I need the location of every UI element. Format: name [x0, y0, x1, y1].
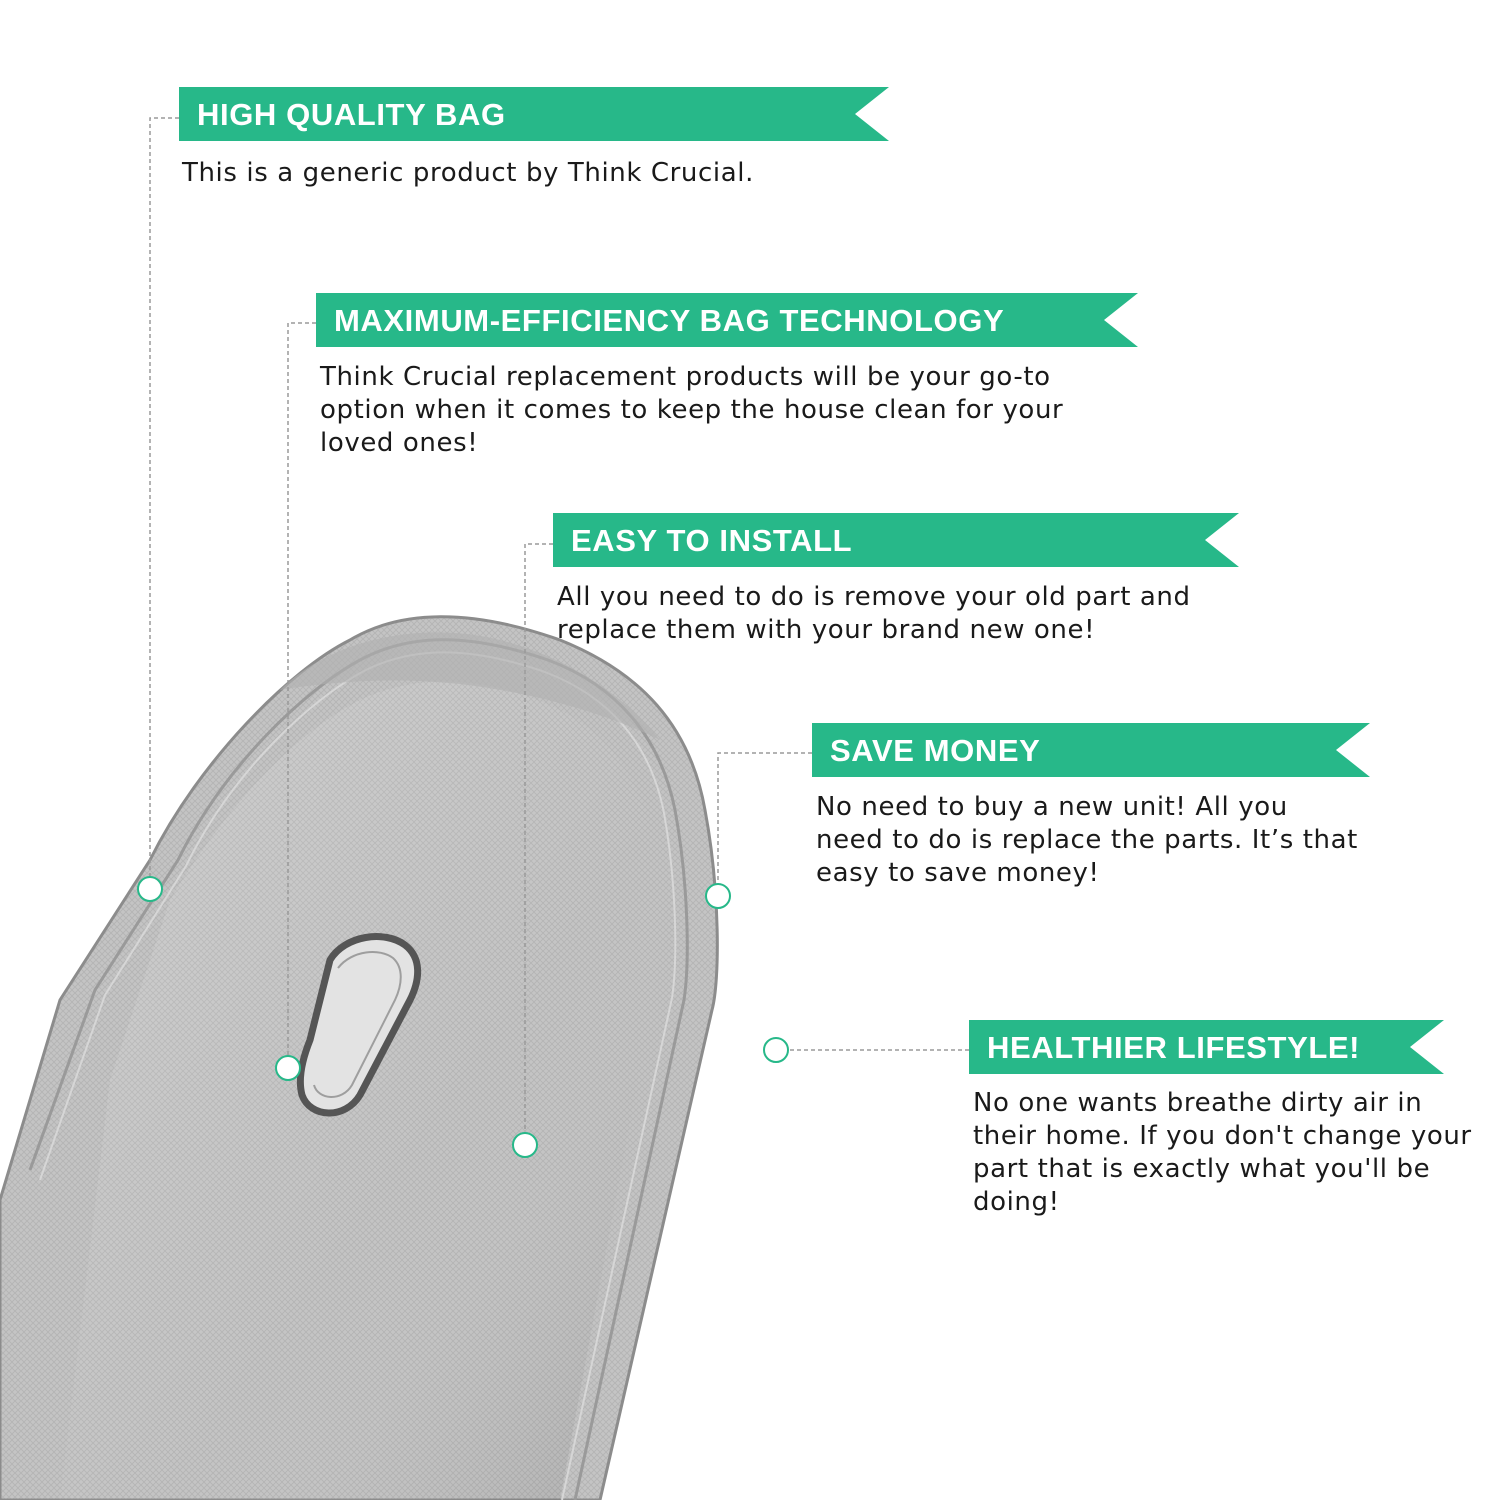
callout-banner-high-quality-bag [179, 87, 889, 141]
callout-banner-maximum-efficiency [316, 293, 1138, 347]
marker-dot-2 [276, 1056, 300, 1080]
callout-banner-healthier-lifestyle [969, 1020, 1444, 1074]
callout-description: No need to buy a new unit! All you need to do is replace the parts. It’s that easy to save money! [816, 792, 1358, 888]
callout-title: EASY TO INSTALL [571, 523, 853, 558]
callout-description: No one wants breathe dirty air in their home. If you don't change your part that is exactly what you'll be doing! [973, 1088, 1472, 1217]
leader-line-1 [150, 118, 179, 876]
callout-title: HEALTHIER LIFESTYLE! [987, 1030, 1361, 1065]
marker-dot-1 [138, 877, 162, 901]
callout-title: MAXIMUM-EFFICIENCY BAG TECHNOLOGY [334, 303, 1005, 338]
callout-banner-easy-to-install [553, 513, 1239, 567]
marker-dot-4 [706, 884, 730, 908]
callout-banner-save-money [812, 723, 1370, 777]
marker-dot-5 [764, 1038, 788, 1062]
leader-line-2 [288, 323, 316, 1056]
leader-line-4 [718, 753, 812, 884]
callout-description: Think Crucial replacement products will be your go-to option when it comes to keep the house clean for your loved ones! [320, 362, 1064, 458]
callout-title: HIGH QUALITY BAG [197, 97, 506, 132]
leader-line-3 [525, 544, 553, 1133]
callout-description: All you need to do is remove your old part and replace them with your brand new one! [557, 582, 1191, 645]
callout-description: This is a generic product by Think Crucial. [182, 158, 754, 188]
callout-title: SAVE MONEY [830, 733, 1041, 768]
marker-dot-3 [513, 1133, 537, 1157]
